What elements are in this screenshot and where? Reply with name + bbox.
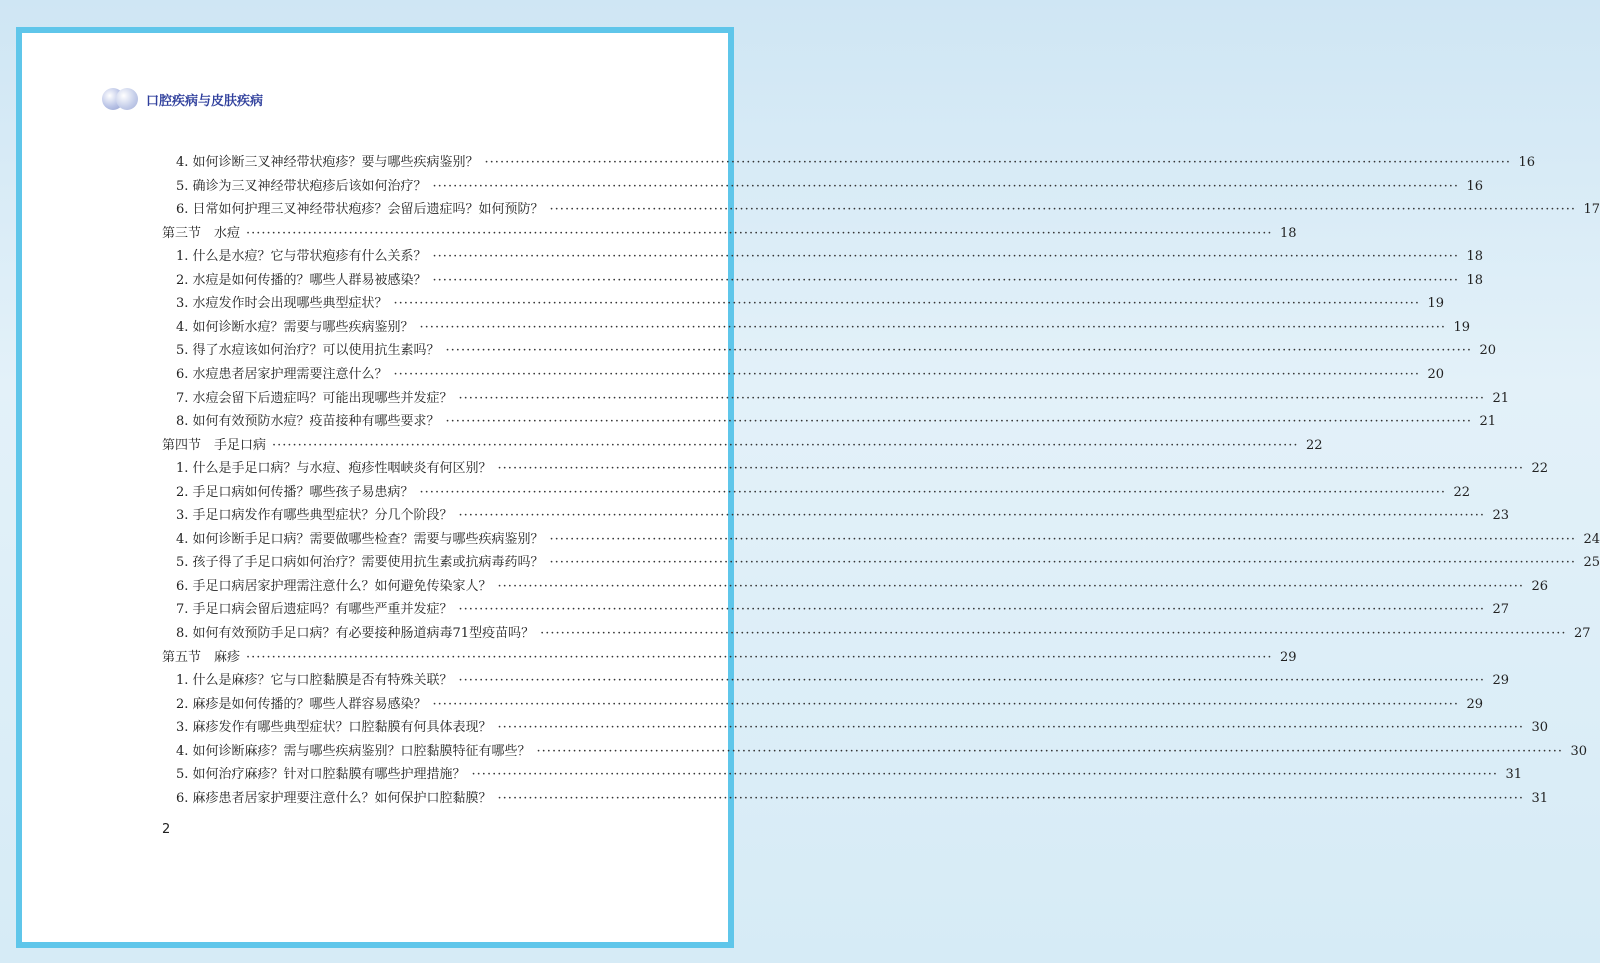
toc-entry-page: 19 <box>1427 296 1445 312</box>
toc-entry-row <box>176 717 1549 739</box>
toc-entry-page: 29 <box>1279 649 1297 665</box>
toc-entry-page: 25 <box>1583 555 1600 571</box>
toc-entry-page: 16 <box>1466 178 1484 194</box>
toc-leader-dots: ········································································································································································································ <box>497 578 1525 594</box>
toc-leader-dots: ········································································································································································································ <box>458 673 1486 689</box>
toc-leader-dots: ········································································································································································································ <box>536 743 1564 759</box>
toc-entry-page: 22 <box>1531 461 1549 477</box>
toc-entry-title: 2. 水痘是如何传播的？哪些人群易被感染？ <box>176 272 427 288</box>
toc-entry-title: 1. 什么是水痘？它与带状疱疹有什么关系？ <box>176 249 427 265</box>
toc-entry-row <box>176 505 1510 527</box>
toc-entry-page: 20 <box>1479 343 1497 359</box>
toc-entry-page: 31 <box>1505 767 1523 783</box>
toc-entry-row <box>176 199 1600 221</box>
toc-leader-dots: ········································································································································································································ <box>419 484 1447 500</box>
toc-entry-page: 21 <box>1479 414 1497 430</box>
toc-entry-row <box>176 741 1588 763</box>
toc-leader-dots: ········································································································································································································ <box>393 366 1421 382</box>
toc-entry-page: 16 <box>1518 155 1536 170</box>
toc-leader-dots: ········································································································································································································ <box>432 696 1460 712</box>
toc-leader-dots: ········································································································································································································ <box>246 649 1273 665</box>
toc-entry-row <box>176 340 1497 362</box>
toc-entry-page: 30 <box>1570 743 1588 759</box>
toc-leader-dots: ········································································································································································································ <box>432 178 1460 194</box>
toc-entry-title: 第四节 手足口病 <box>162 437 267 453</box>
toc-entry-title: 3. 麻疹发作有哪些典型症状？口腔黏膜有何具体表现？ <box>176 720 492 736</box>
toc-leader-dots: ········································································································································································································ <box>458 508 1486 524</box>
toc-entry-title: 4. 如何诊断三叉神经带状疱疹？要与哪些疾病鉴别？ <box>176 155 479 170</box>
toc-leader-dots: ········································································································································································································ <box>540 626 1567 641</box>
header-logo-icon <box>102 86 142 112</box>
toc-leader-dots: ········································································································································································································ <box>471 767 1499 783</box>
toc-entry-title: 1. 什么是手足口病？与水痘、疱疹性咽峡炎有何区别？ <box>176 461 492 477</box>
toc-entry-page: 26 <box>1531 578 1549 594</box>
toc-leader-dots: ········································································································································································································ <box>432 272 1460 288</box>
toc-entry-title: 4. 如何诊断麻疹？需与哪些疾病鉴别？口腔黏膜特征有哪些？ <box>176 743 531 759</box>
toc-entry-page: 30 <box>1531 720 1549 736</box>
toc-entry-row <box>176 388 1510 410</box>
toc-entry-title: 5. 孩子得了手足口病如何治疗？需要使用抗生素或抗病毒药吗？ <box>176 555 544 571</box>
toc-entry-row <box>176 764 1523 786</box>
toc-leader-dots: ········································································································································································································ <box>393 296 1421 312</box>
toc-leader-dots: ········································································································································································································ <box>549 531 1577 547</box>
toc-leader-dots: ········································································································································································································ <box>432 249 1460 265</box>
toc-entry-row <box>176 411 1497 433</box>
toc-leader-dots: ········································································································································································································ <box>497 720 1525 736</box>
toc-entry-row <box>176 176 1484 198</box>
toc-entry-title: 7. 手足口病会留后遗症吗？有哪些严重并发症？ <box>176 602 453 618</box>
toc-entry-title: 4. 如何诊断水痘？需要与哪些疾病鉴别？ <box>176 319 414 335</box>
toc-entry-title: 5. 确诊为三叉神经带状疱疹后该如何治疗？ <box>176 178 427 194</box>
toc-entry-title: 5. 如何治疗麻疹？针对口腔黏膜有哪些护理措施？ <box>176 767 466 783</box>
toc-entry-page: 24 <box>1583 531 1600 547</box>
toc-section-row <box>162 647 1297 669</box>
toc-entry-page: 21 <box>1492 390 1510 406</box>
toc-leader-dots: ········································································································································································································ <box>549 555 1577 571</box>
toc-entry-row <box>176 482 1471 504</box>
toc-entry-title: 5. 得了水痘该如何治疗？可以使用抗生素吗？ <box>176 343 440 359</box>
toc-entry-row <box>176 246 1484 268</box>
toc-entry-title: 第五节 麻疹 <box>162 649 241 665</box>
toc-section-row <box>162 223 1297 245</box>
toc-entry-page: 18 <box>1466 249 1484 265</box>
toc-entry-page: 22 <box>1453 484 1471 500</box>
toc-entry-row <box>176 458 1549 480</box>
header-title: 口腔疾病与皮肤疾病 <box>146 93 264 109</box>
toc-entry-title: 2. 手足口病如何传播？哪些孩子易患病？ <box>176 484 414 500</box>
toc-leader-dots: ········································································································································································································ <box>445 343 1473 359</box>
toc-entry-page: 27 <box>1492 602 1510 618</box>
toc-entry-page: 18 <box>1466 272 1484 288</box>
toc-leader-dots: ········································································································································································································ <box>497 461 1525 477</box>
toc-entry-row <box>176 270 1484 292</box>
toc-entry-page: 20 <box>1427 366 1445 382</box>
toc-entry-page: 22 <box>1305 437 1323 453</box>
toc-entry-title: 1. 什么是麻疹？它与口腔黏膜是否有特殊关联？ <box>176 673 453 689</box>
toc-entry-title: 4. 如何诊断手足口病？需要做哪些检查？需要与哪些疾病鉴别？ <box>176 531 544 547</box>
toc-entry-title: 2. 麻疹是如何传播的？哪些人群容易感染？ <box>176 696 427 712</box>
toc-leader-dots: ········································································································································································································ <box>458 602 1486 618</box>
running-header <box>102 84 263 114</box>
toc-entry-row <box>176 576 1549 598</box>
toc-leader-dots: ········································································································································································································ <box>497 790 1525 806</box>
toc-leader-dots: ········································································································································································································ <box>484 155 1512 170</box>
toc-entry-row <box>176 529 1600 551</box>
toc-entry-row <box>176 694 1484 716</box>
toc-leader-dots: ········································································································································································································ <box>272 437 1299 453</box>
toc-entry-page: 17 <box>1583 202 1600 218</box>
toc-entry-page: 19 <box>1453 319 1471 335</box>
toc-leader-dots: ········································································································································································································ <box>549 202 1577 218</box>
toc-entry-row <box>176 364 1445 386</box>
toc-entry-title: 6. 手足口病居家护理需注意什么？如何避免传染家人？ <box>176 578 492 594</box>
toc-entry-title: 3. 手足口病发作有哪些典型症状？分几个阶段？ <box>176 508 453 524</box>
toc-section-row <box>162 435 1323 457</box>
toc-entry-row <box>176 623 1591 645</box>
toc-entry-page: 31 <box>1531 790 1549 806</box>
toc-entry-row <box>176 293 1445 315</box>
toc-entry-page: 29 <box>1466 696 1484 712</box>
toc-entry-page: 29 <box>1492 673 1510 689</box>
toc-entry-page: 27 <box>1574 626 1591 641</box>
toc-entry-title: 7. 水痘会留下后遗症吗？可能出现哪些并发症？ <box>176 390 453 406</box>
toc-entry-title: 8. 如何有效预防水痘？疫苗接种有哪些要求？ <box>176 414 440 430</box>
toc-entry-page: 23 <box>1492 508 1510 524</box>
toc-leader-dots: ········································································································································································································ <box>246 225 1273 241</box>
toc-leader-dots: ········································································································································································································ <box>458 390 1486 406</box>
toc-entry-title: 8. 如何有效预防手足口病？有必要接种肠道病毒71型疫苗吗？ <box>176 626 535 641</box>
toc-entry-row <box>176 552 1600 574</box>
toc-entry-title: 3. 水痘发作时会出现哪些典型症状？ <box>176 296 388 312</box>
toc-leader-dots: ········································································································································································································ <box>445 414 1473 430</box>
toc-entry-title: 6. 水痘患者居家护理需要注意什么？ <box>176 366 388 382</box>
toc-entry-row <box>176 152 1536 174</box>
toc-leader-dots: ········································································································································································································ <box>419 319 1447 335</box>
toc-entry-row <box>176 599 1510 621</box>
toc-entry-title: 6. 麻疹患者居家护理要注意什么？如何保护口腔黏膜？ <box>176 790 492 806</box>
toc-entry-row <box>176 788 1549 810</box>
toc-entry-row <box>176 670 1510 692</box>
page-number: 2 <box>162 822 171 837</box>
toc-entry-title: 6. 日常如何护理三叉神经带状疱疹？会留后遗症吗？如何预防？ <box>176 202 544 218</box>
toc-entry-page: 18 <box>1279 225 1297 241</box>
toc-entry-title: 第三节 水痘 <box>162 225 241 241</box>
toc-entry-row <box>176 317 1471 339</box>
